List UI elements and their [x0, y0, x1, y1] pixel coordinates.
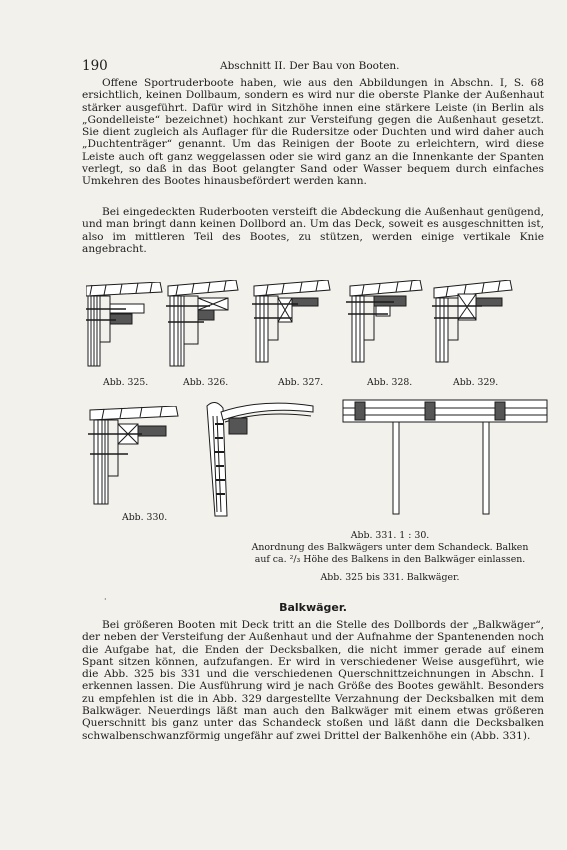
caption-329: Abb. 329.	[453, 377, 499, 388]
figure-331-drawing	[203, 398, 549, 518]
caption-group-325-331: Abb. 325 bis 331. Balkwäger.	[320, 572, 460, 583]
caption-331-block	[240, 530, 540, 584]
caption-330: Abb. 330.	[122, 512, 168, 523]
figure-326	[166, 280, 242, 368]
paragraph-balkwaeger: Bei größeren Booten mit Deck tritt an die Stelle des Dollbords der „Balkwäger“, der neben der Versteifung der Außenhaut und der Aufnahme der Spantenenden noch die Aufgabe hat, die Enden der Decksbalken, die nicht immer gerade auf einem Spant sitzen können, aufzufangen. Er wird in verschiedener Weise ausgeführt, wie die Abb. 325 bis 331 und die verschiedenen Querschnittzeichnungen in Abschn. I erkennen lassen. Die Ausführung wird je nach Größe des Bootes gewählt. Besonders zu empfehlen ist die in Abb. 329 dargestellte Verzahnung der Decksbalken mit dem Balkwäger. Neuerdings läßt man auch den Balkwäger mit einem etwas größeren Querschnitt bis ganz unter das Schandeck stoßen und läßt dann die Decksbalken schwalbenschwanzförmig ungefähr auf zwei Drittel der Balkenhöhe ein (Abb. 331).	[82, 619, 544, 742]
figure-325	[86, 282, 164, 368]
page-header	[82, 58, 522, 76]
figure-329-drawing	[432, 280, 516, 364]
caption-326: Abb. 326.	[183, 377, 229, 388]
caption-327: Abb. 327.	[278, 377, 324, 388]
caption-328: Abb. 328.	[367, 377, 413, 388]
figure-328	[346, 280, 426, 364]
section-title: Balkwäger.	[279, 601, 347, 614]
figure-329	[432, 280, 516, 364]
stray-mark: ·	[104, 595, 107, 604]
page-number: 190	[82, 58, 108, 74]
figure-331	[203, 398, 549, 518]
caption-331-description-1: Anordnung des Balkwägers unter dem Schandeck. Balken	[251, 542, 529, 553]
figure-327	[252, 280, 332, 364]
figure-326-drawing	[166, 280, 242, 368]
figure-328-drawing	[346, 280, 426, 364]
caption-325: Abb. 325.	[103, 377, 149, 388]
running-head: Abschnitt II. Der Bau von Booten.	[220, 60, 400, 72]
caption-331: Abb. 331. 1 : 30.	[350, 530, 430, 541]
paragraph-open-boats: Offene Sportruderboote haben, wie aus den Abbildungen in Abschn. I, S. 68 ersichtlich, keinen Dollbaum, sondern es wird nur die oberste Planke der Außenhaut stärker ausgeführt. Dafür wird in Sitzhöhe innen eine stärkere Leiste (in Berlin als „Gondelleiste“ bezeichnet) hochkant zur Versteifung gegen die Außenhaut gesetzt. Sie dient zugleich als Auflager für die Rudersitze oder Duchten und wird daher auch „Duchtenträger“ genannt. Um das Reinigen der Boote zu erleichtern, wird diese Leiste auch oft ganz weggelassen oder sie wird ganz an die Innenkante der Spanten verlegt, so daß in das Boot gelangter Sand oder Wasser bequem durch einfaches Umkehren des Bootes hinausbefördert werden kann.	[82, 77, 544, 188]
figure-325-drawing	[86, 282, 164, 368]
figure-330-drawing	[88, 406, 180, 506]
caption-331-description-2: auf ca. ²/₃ Höhe des Balkens in den Balkwäger einlassen.	[254, 554, 526, 565]
figure-330	[88, 406, 180, 506]
figure-327-drawing	[252, 280, 332, 364]
paragraph-decked-boats: Bei eingedeckten Ruderbooten versteift die Abdeckung die Außenhaut genügend, und man bringt dann keinen Dollbord an. Um das Deck, soweit es ausgeschnitten ist, also im mittleren Teil des Bootes, zu stützen, werden einige vertikale Knie angebracht.	[82, 206, 544, 255]
